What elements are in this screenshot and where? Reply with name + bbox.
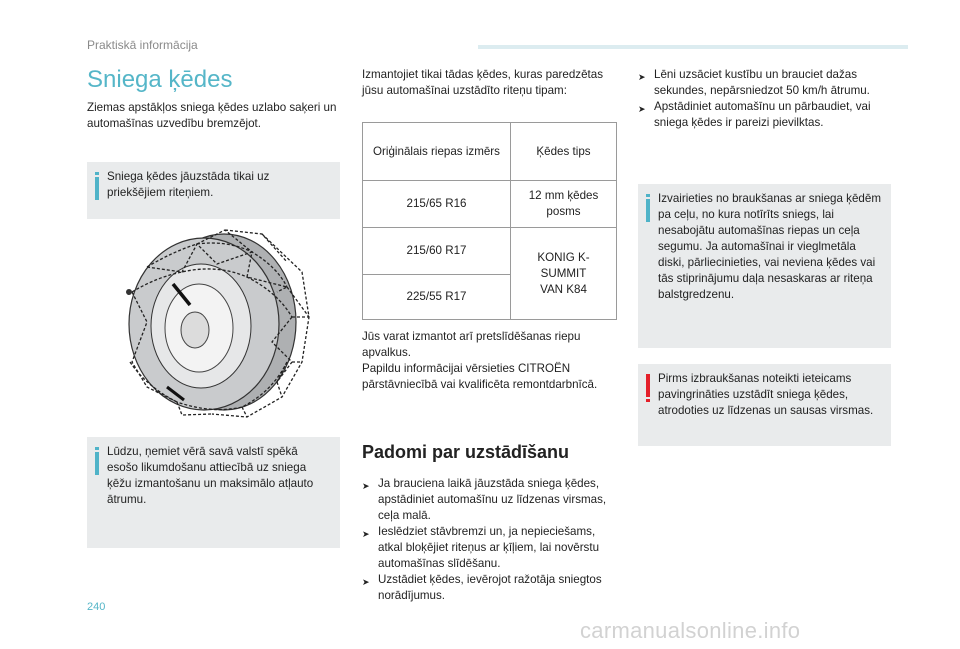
list-item-text: Ja brauciena laikā jāuzstāda sniega ķēdes, apstādiniet automašīnu uz līdzenas virsmas, ceļa malā.	[378, 477, 607, 522]
watermark: carmanualsonline.info	[580, 618, 801, 643]
table-cell-chain: 12 mm ķēdes posms	[511, 181, 617, 228]
info-icon	[646, 194, 650, 222]
bullet-arrow-icon: ➤	[362, 529, 370, 539]
info-icon	[95, 447, 99, 475]
list-item	[362, 572, 620, 604]
snow-chain-illustration	[87, 222, 340, 427]
header-bar	[478, 45, 908, 49]
info-icon	[95, 172, 99, 200]
list-item-text: Ieslēdziet stāvbremzi un, ja nepieciešams, atkal bloķējiet riteņus ar ķīļiem, lai novērstu automašīnas slīdēšanu.	[378, 525, 600, 570]
table-cell-chain: KONIG K-SUMMIT VAN K84	[511, 228, 617, 320]
info-box-front-wheels	[87, 162, 340, 219]
page-number: 240	[87, 601, 106, 613]
column2-intro	[362, 67, 620, 99]
table-cell-size: 215/60 R17	[363, 228, 511, 275]
table-cell-size: 225/55 R17	[363, 275, 511, 320]
list-item-text: Lēni uzsāciet kustību un brauciet dažas sekundes, nepārsniedzot 50 km/h ātrumu.	[654, 68, 870, 97]
table-header-cell: Ķēdes tips	[511, 123, 617, 181]
info-box-text: Lūdzu, ņemiet vērā savā valstī spēkā esošo likumdošanu attiecībā uz sniega ķēžu izmantošanu un maksimālo atļauto ātrumu.	[107, 445, 314, 506]
intro-text: Ziemas apstākļos sniega ķēdes uzlabo saķeri un automašīnas uzvedību bremzējot.	[87, 101, 337, 130]
bullet-arrow-icon: ➤	[362, 481, 370, 491]
info-box-text: Sniega ķēdes jāuzstāda tikai uz priekšējiem riteņiem.	[107, 170, 270, 199]
note-dealer: Papildu informācijai vērsieties CITROËN pārstāvniecībā vai kvalificēta remontdarbnīcā.	[362, 362, 598, 391]
column2-notes	[362, 329, 620, 393]
bullet-arrow-icon: ➤	[638, 72, 646, 82]
list-item	[362, 524, 620, 572]
intro-paragraph	[87, 100, 342, 132]
warning-box-text: Pirms izbraukšanas noteikti ieteicams pavingrināties uzstādīt sniega ķēdes, atrodoties uz līdzenas un sausas virsmas.	[658, 372, 874, 417]
table-row	[363, 228, 617, 275]
table-header-row	[363, 123, 617, 181]
list-item-text: Apstādiniet automašīnu un pārbaudiet, vai sniega ķēdes ir pareizi pievilktas.	[654, 100, 871, 129]
info-box-cleared-road	[638, 184, 891, 348]
list-item-text: Uzstādiet ķēdes, ievērojot ražotāja sniegtos norādījumus.	[378, 573, 602, 602]
section-subheading: Padomi par uzstādīšanu	[362, 442, 570, 462]
list-item	[638, 99, 893, 131]
list-item	[362, 476, 620, 524]
list-item	[638, 67, 893, 99]
chain-size-table	[362, 122, 617, 320]
table-header-cell: Oriģinālais riepas izmērs	[363, 123, 511, 181]
page-title: Sniega ķēdes	[87, 66, 233, 93]
column3-list	[638, 67, 893, 131]
warning-icon	[646, 374, 650, 402]
section-label: Praktiskā informācija	[87, 38, 198, 52]
info-box-legislation	[87, 437, 340, 548]
fitting-tips-list	[362, 476, 620, 604]
bullet-arrow-icon: ➤	[362, 577, 370, 587]
column2-intro-text: Izmantojiet tikai tādas ķēdes, kuras paredzētas jūsu automašīnai uzstādīto riteņu tipam:	[362, 68, 604, 97]
warning-box-practice	[638, 364, 891, 446]
note-anti-skid: Jūs varat izmantot arī pretslīdēšanas riepu apvalkus.	[362, 330, 581, 359]
bullet-arrow-icon: ➤	[638, 104, 646, 114]
info-box-text: Izvairieties no braukšanas ar sniega ķēdēm pa ceļu, no kura notīrīts sniegs, lai nesabojātu automašīnas riepas un ceļa segumu. Ja automašīnai ir vieglmetāla diski, pārliecinieties, vai neviena ķēdes vai tās stiprinājumu daļa nesaskaras ar riteņa balstgredzenu.	[658, 192, 881, 301]
table-cell-size: 215/65 R16	[363, 181, 511, 228]
table-row	[363, 181, 617, 228]
